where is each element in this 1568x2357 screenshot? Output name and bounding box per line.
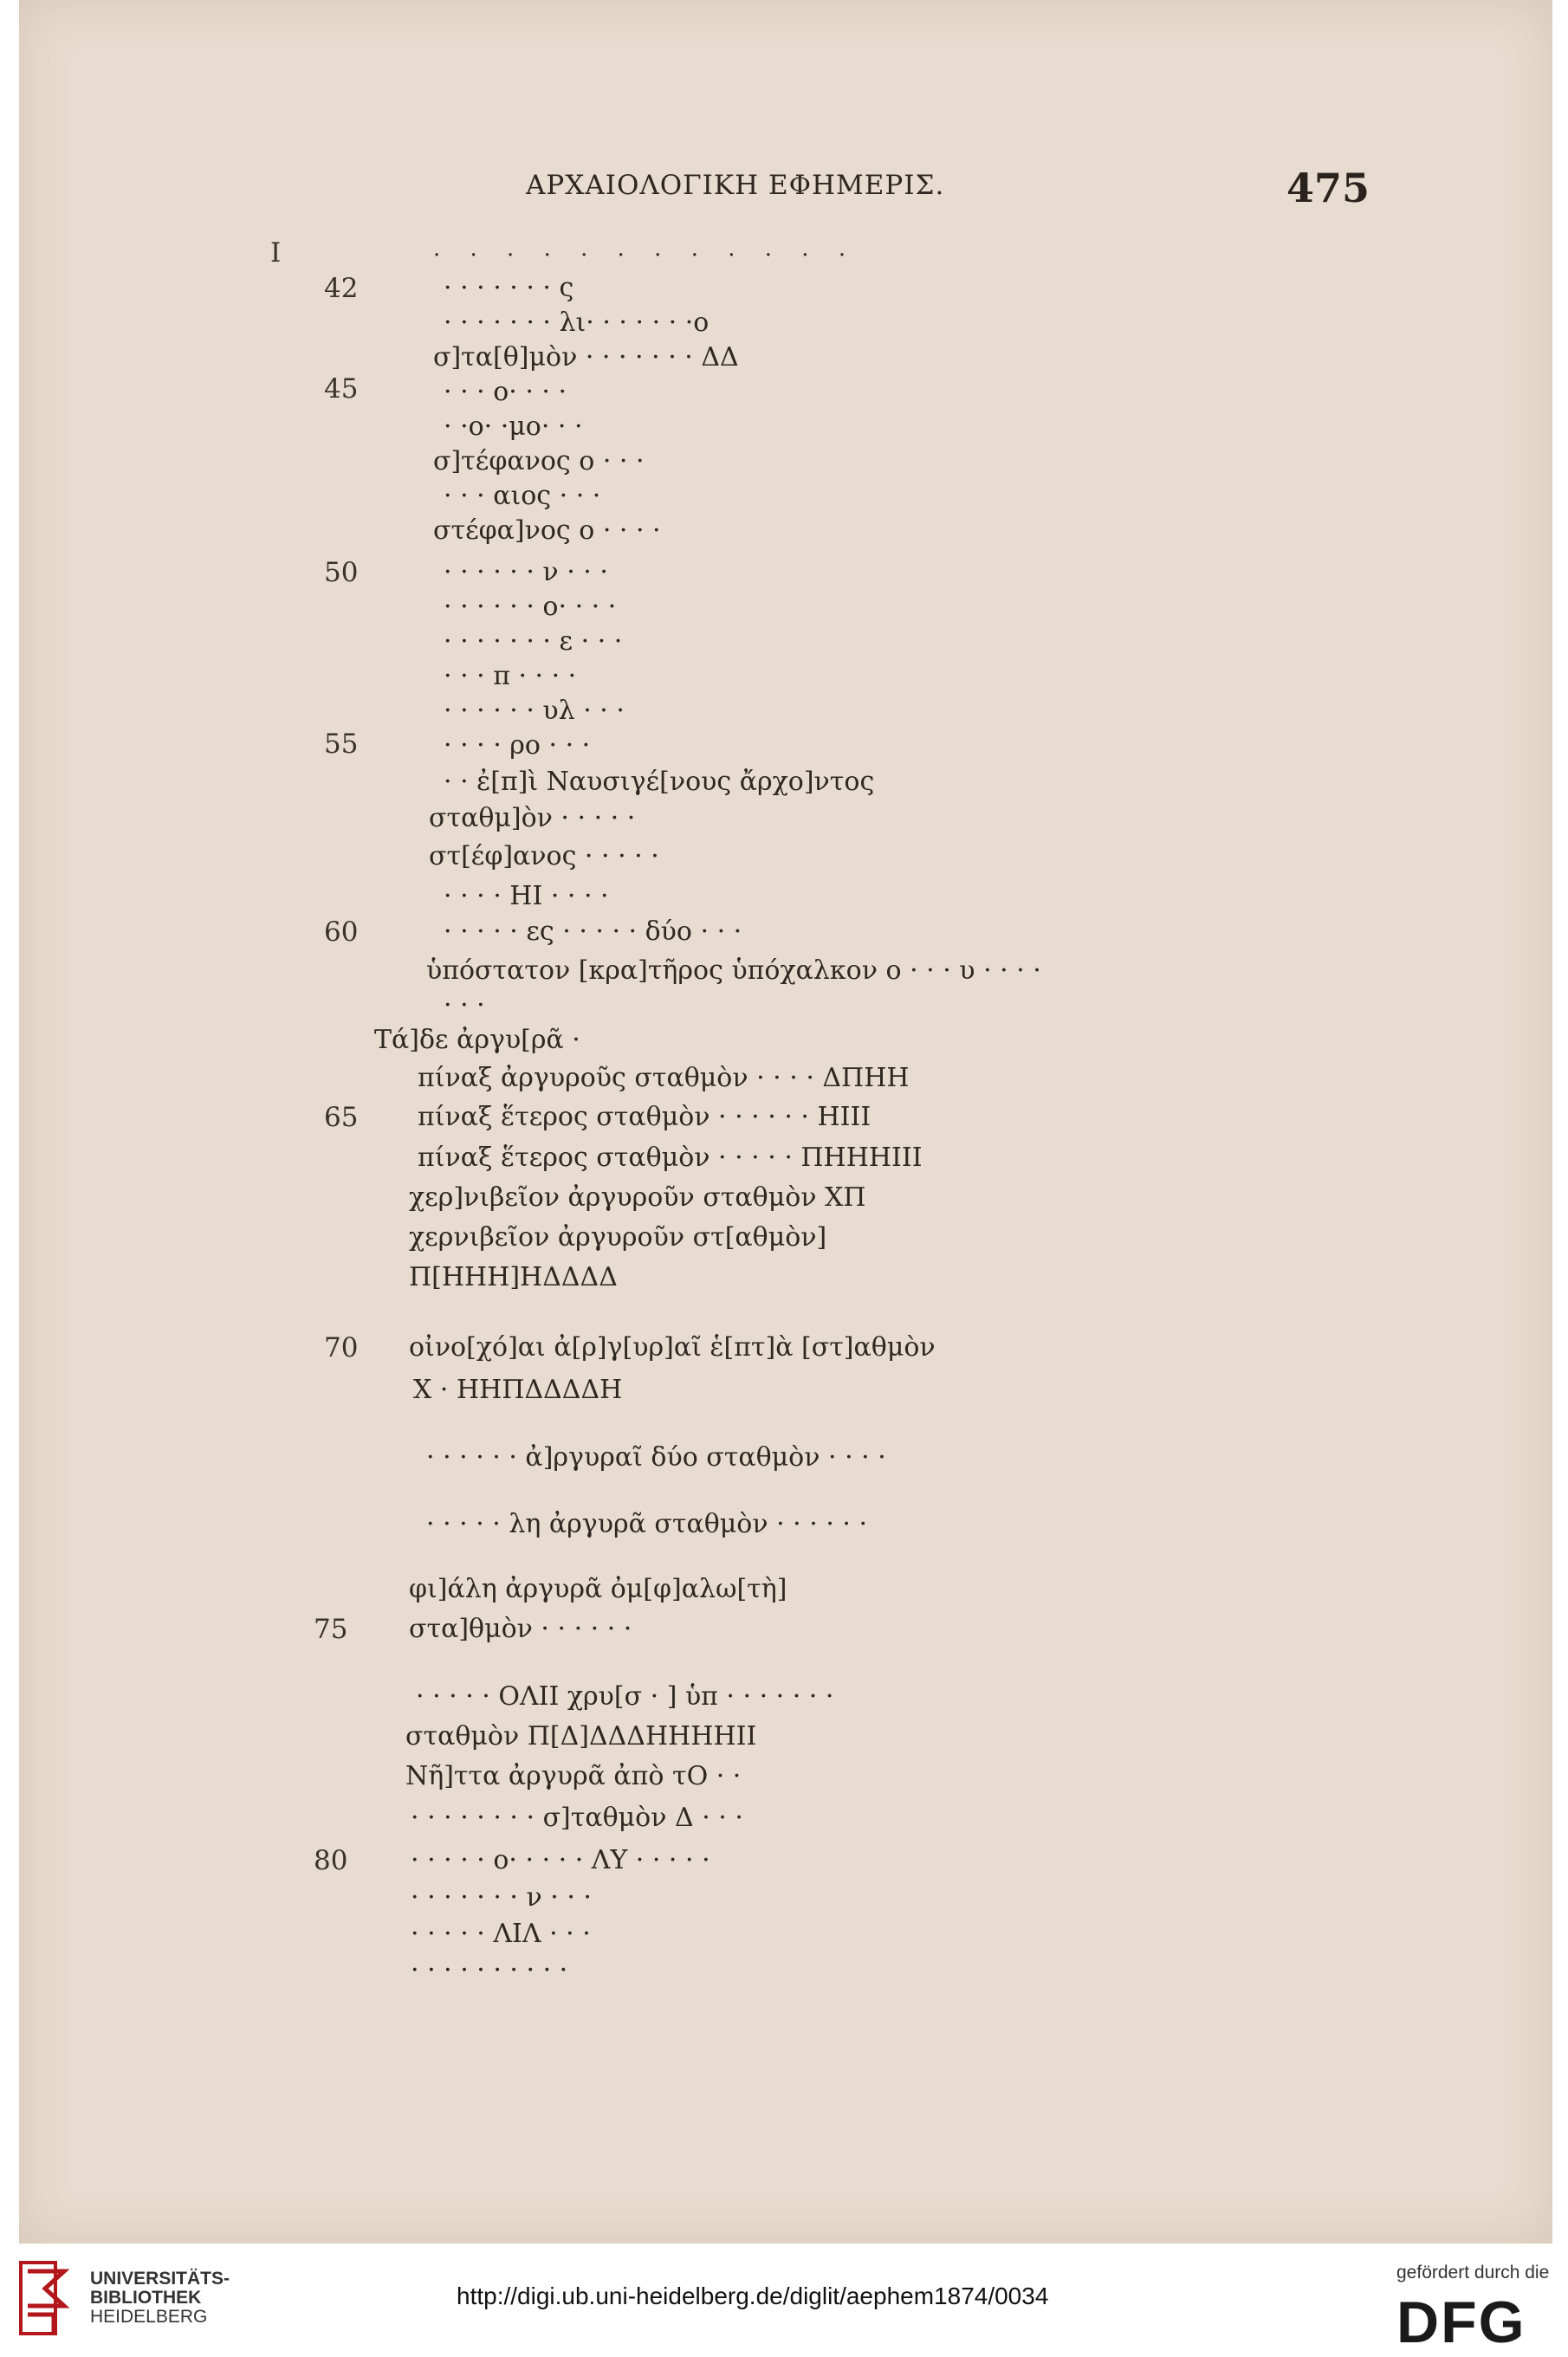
inscription-line: στ[έφ]ανος · · · · · [429,841,659,871]
inscription-line: σ]τα[θ]μὸν · · · · · · · ΔΔ [433,342,739,372]
inscription-line: · · · · · ο· · · · · ΛΥ · · · · · [411,1845,710,1875]
inscription-line: · · · · · ΟΛΙΙ χρυ[σ · ] ὑπ · · · · · · · [416,1681,834,1712]
inscription-line: Τά]δε ἀργυ[ρᾶ · [374,1025,580,1055]
inscription-line: · · ἐ[π]ὶ Ναυσιγέ[νους ἄρχο]ντος [444,767,875,797]
university-library-logo-icon [19,2259,71,2339]
inscription-line: · · · π · · · · [444,661,577,691]
line-number: 70 [324,1332,359,1363]
line-number: 42 [324,273,359,304]
line-number: 60 [324,916,359,948]
inscription-line: · · · · · λη ἀργυρᾶ σταθμὸν · · · · · · [426,1509,868,1539]
inscription-line: · · · · · · ο· · · · [444,592,617,622]
inscription-line: οἰνο[χό]αι ἀ[ρ]γ[υρ]αῖ ἑ[πτ]ὰ [στ]αθμὸν [409,1332,936,1363]
inscription-line: · · · · · · ν · · · [444,557,608,587]
footer-bar [0,2244,1568,2357]
inscription-line: φι]άλη ἀργυρᾶ ὀμ[φ]αλω[τὴ] [409,1574,787,1604]
inscription-line: · · · · · · · ε · · · [444,626,623,657]
inscription-line: · · · [444,990,485,1020]
inscription-line: χερνιβεῖον ἀργυροῦν στ[αθμὸν] [409,1222,827,1253]
page-scan [19,0,1552,2244]
institution-name [90,2270,230,2327]
inscription-line: σ]τέφανος ο · · · [433,446,645,476]
inscription-line: ὑπόστατον [κρα]τῆρος ὑπόχαλκον ο · · · υ · · · · [426,955,1041,986]
inscription-line: · · · · ΗΙ · · · · [444,881,609,911]
inscription-line: · · · · · · · ν · · · [411,1882,592,1913]
inscription-line: · · · ο· · · · [444,377,567,407]
inscription-line: · · · · · ΛΙΛ · · · [411,1919,591,1949]
inscription-line: · · · · ρο · · · [444,730,591,761]
inscription-line: Π[ΗΗΗ]ΗΔΔΔΔ [409,1262,618,1292]
dfg-logo: DFG [1396,2289,1526,2355]
line-number: 75 [314,1614,348,1645]
inscription-line: Νῆ]ττα ἀργυρᾶ ἀπὸ τΟ · · [405,1761,742,1791]
line-number: 50 [324,557,359,588]
page-number: 475 [1286,165,1370,211]
inscription-line: · · · · · · · · σ]ταθμὸν Δ · · · [411,1803,743,1833]
running-header-title: ΑΡΧΑΙΟΛΟΓΙΚΗ ΕΦΗΜΕΡΙΣ. [526,170,945,201]
inscription-line: στα]θμὸν · · · · · · [409,1614,632,1644]
inscription-line: Χ · ΗΗΠΔΔΔΔΗ [413,1375,623,1405]
funding-note: gefördert durch die [1396,2263,1550,2283]
top-dot-row: · · · · · · · · · · · · [433,243,858,269]
line-number: 45 [324,373,359,405]
inscription-line: σταθμ]ὸν · · · · · [429,803,636,833]
inscription-line: · · · · · · ἀ]ργυραῖ δύο σταθμὸν · · · · [426,1442,886,1473]
inscription-line: · · · · · · · λι· · · · · · ·ο [444,308,709,338]
column-marker: I [270,237,282,269]
inscription-line: · · · αιος · · · [444,481,601,511]
permalink-url[interactable]: http://digi.ub.uni-heidelberg.de/diglit/aephem1874/0034 [457,2283,1049,2309]
inscription-line: · ·ο· ·μο· · · [444,411,583,442]
inscription-line: χερ]νιβεῖον ἀργυροῦν σταθμὸν ΧΠ [409,1182,866,1213]
institution-line: UNIVERSITÄTS- [90,2269,230,2289]
inscription-line: · · · · · · · · · · [411,1955,568,1985]
institution-line: BIBLIOTHEK [90,2288,202,2308]
inscription-line: · · · · · · · ς [444,273,574,303]
inscription-line: στέφα]νος ο · · · · [433,515,661,546]
inscription-line: πίναξ ἀργυροῦς σταθμὸν · · · · ΔΠΗΗ [418,1063,910,1093]
line-number: 55 [324,728,359,760]
inscription-line: πίναξ ἕτερος σταθμὸν · · · · · · ΗΙΙΙ [418,1102,871,1132]
institution-line: HEIDELBERG [90,2307,208,2327]
inscription-line: σταθμὸν Π[Δ]ΔΔΔΗΗΗΗΙΙ [405,1721,757,1752]
inscription-line: · · · · · ες · · · · · δύο · · · [444,916,742,947]
line-number: 65 [324,1102,359,1133]
line-number: 80 [314,1845,348,1876]
inscription-line: πίναξ ἕτερος σταθμὸν · · · · · ΠΗΗΗΙΙΙ [418,1143,923,1173]
inscription-line: · · · · · · υλ · · · [444,696,625,726]
